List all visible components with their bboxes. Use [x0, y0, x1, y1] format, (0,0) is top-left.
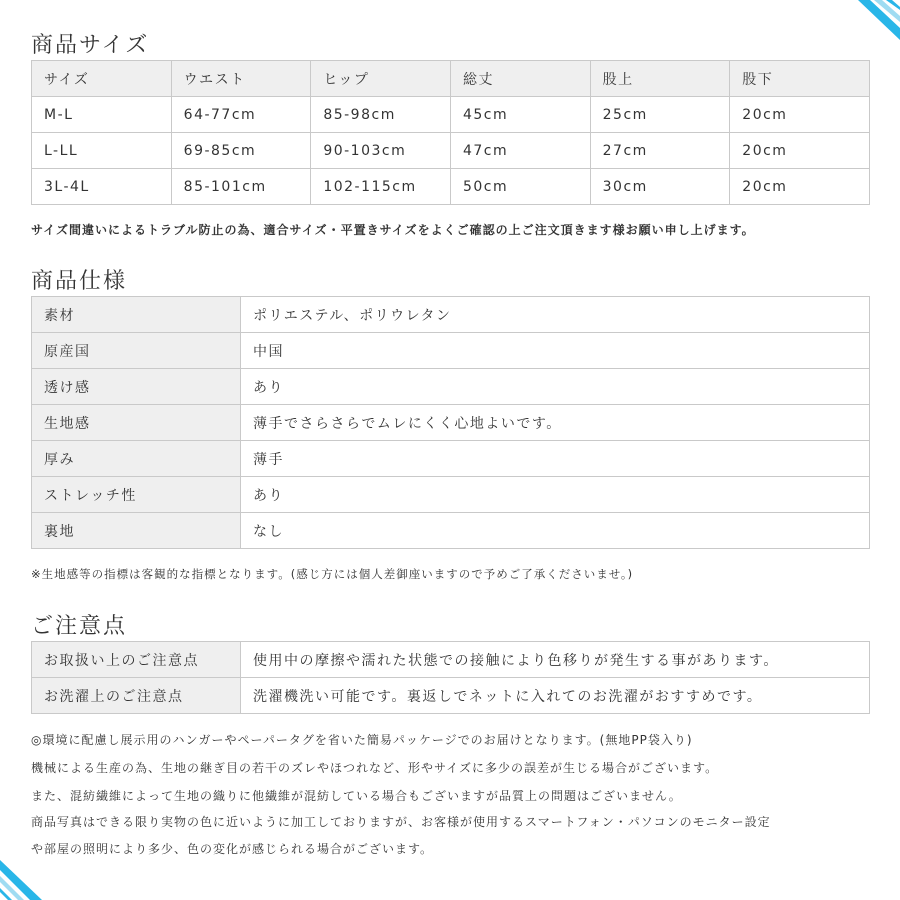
spec-value: 薄手でさらさらでムレにくく心地よいです。: [241, 405, 870, 441]
size-header-cell: ヒップ: [311, 61, 451, 97]
size-cell: 25cm: [590, 97, 730, 133]
caution-label: お洗濯上のご注意点: [32, 678, 241, 714]
size-cell: 27cm: [590, 133, 730, 169]
table-row: [32, 642, 870, 678]
caution-value: 使用中の摩擦や濡れた状態での接触により色移りが発生する事があります。: [241, 642, 870, 678]
table-row: [32, 97, 870, 133]
spec-value: あり: [241, 477, 870, 513]
corner-stripe-top-right: [830, 0, 900, 40]
size-cell: 47cm: [450, 133, 590, 169]
caution-note-line: ◎環境に配慮し展示用のハンガーやペーパータグを省いた簡易パッケージでのお届けとなります。(無地PP袋入り): [31, 733, 693, 747]
spec-value: あり: [241, 369, 870, 405]
spec-label: 生地感: [32, 405, 241, 441]
size-header-cell: 股上: [590, 61, 730, 97]
caution-note-line: や部屋の照明により多少、色の変化が感じられる場合がございます。: [31, 842, 434, 856]
spec-table: [31, 296, 870, 549]
table-row: [32, 369, 870, 405]
spec-note: ※生地感等の指標は客観的な指標となります。(感じ方には個人差御座いますので予めご了承くださいませ。): [31, 567, 634, 581]
size-cell: 3L-4L: [32, 169, 172, 205]
table-row: [32, 405, 870, 441]
size-header-cell: 総丈: [450, 61, 590, 97]
size-note: サイズ間違いによるトラブル防止の為、適合サイズ・平置きサイズをよくご確認の上ご注文頂きます様お願い申し上げます。: [31, 223, 755, 237]
size-cell: 85-98cm: [311, 97, 451, 133]
table-row: [32, 477, 870, 513]
spec-label: 素材: [32, 297, 241, 333]
size-cell: 90-103cm: [311, 133, 451, 169]
size-table: [31, 60, 870, 205]
caution-value: 洗濯機洗い可能です。裏返しでネットに入れてのお洗濯がおすすめです。: [241, 678, 870, 714]
table-row: [32, 169, 870, 205]
size-cell: 102-115cm: [311, 169, 451, 205]
size-cell: 64-77cm: [171, 97, 311, 133]
size-cell: 85-101cm: [171, 169, 311, 205]
size-cell: L-LL: [32, 133, 172, 169]
table-row: [32, 333, 870, 369]
caution-note-line: 商品写真はできる限り実物の色に近いように加工しておりますが、お客様が使用するスマートフォン・パソコンのモニター設定: [31, 815, 771, 829]
size-section-title: 商品サイズ: [31, 33, 150, 58]
size-header-cell: サイズ: [32, 61, 172, 97]
spec-section-title: 商品仕様: [31, 269, 128, 294]
spec-label: 透け感: [32, 369, 241, 405]
size-cell: 50cm: [450, 169, 590, 205]
spec-label: ストレッチ性: [32, 477, 241, 513]
size-cell: 20cm: [730, 133, 870, 169]
table-row: [32, 678, 870, 714]
spec-value: 中国: [241, 333, 870, 369]
size-cell: 69-85cm: [171, 133, 311, 169]
table-row: [32, 441, 870, 477]
size-cell: 30cm: [590, 169, 730, 205]
size-cell: 45cm: [450, 97, 590, 133]
caution-note-line: また、混紡繊維によって生地の織りに他繊維が混紡している場合もございますが品質上の問題はございません。: [31, 789, 682, 803]
caution-note-line: 機械による生産の為、生地の継ぎ目の若干のズレやほつれなど、形やサイズに多少の誤差が生じる場合がございます。: [31, 761, 719, 775]
size-header-cell: ウエスト: [171, 61, 311, 97]
size-cell: 20cm: [730, 97, 870, 133]
table-row: [32, 133, 870, 169]
spec-label: 原産国: [32, 333, 241, 369]
size-cell: M-L: [32, 97, 172, 133]
size-table-header-row: [32, 61, 870, 97]
spec-value: ポリエステル、ポリウレタン: [241, 297, 870, 333]
spec-value: 薄手: [241, 441, 870, 477]
caution-table: [31, 641, 870, 714]
size-cell: 20cm: [730, 169, 870, 205]
spec-label: 厚み: [32, 441, 241, 477]
size-header-cell: 股下: [730, 61, 870, 97]
caution-label: お取扱い上のご注意点: [32, 642, 241, 678]
table-row: [32, 297, 870, 333]
spec-value: なし: [241, 513, 870, 549]
table-row: [32, 513, 870, 549]
corner-stripe-bottom-left: [0, 850, 70, 900]
caution-section-title: ご注意点: [31, 614, 128, 639]
spec-label: 裏地: [32, 513, 241, 549]
